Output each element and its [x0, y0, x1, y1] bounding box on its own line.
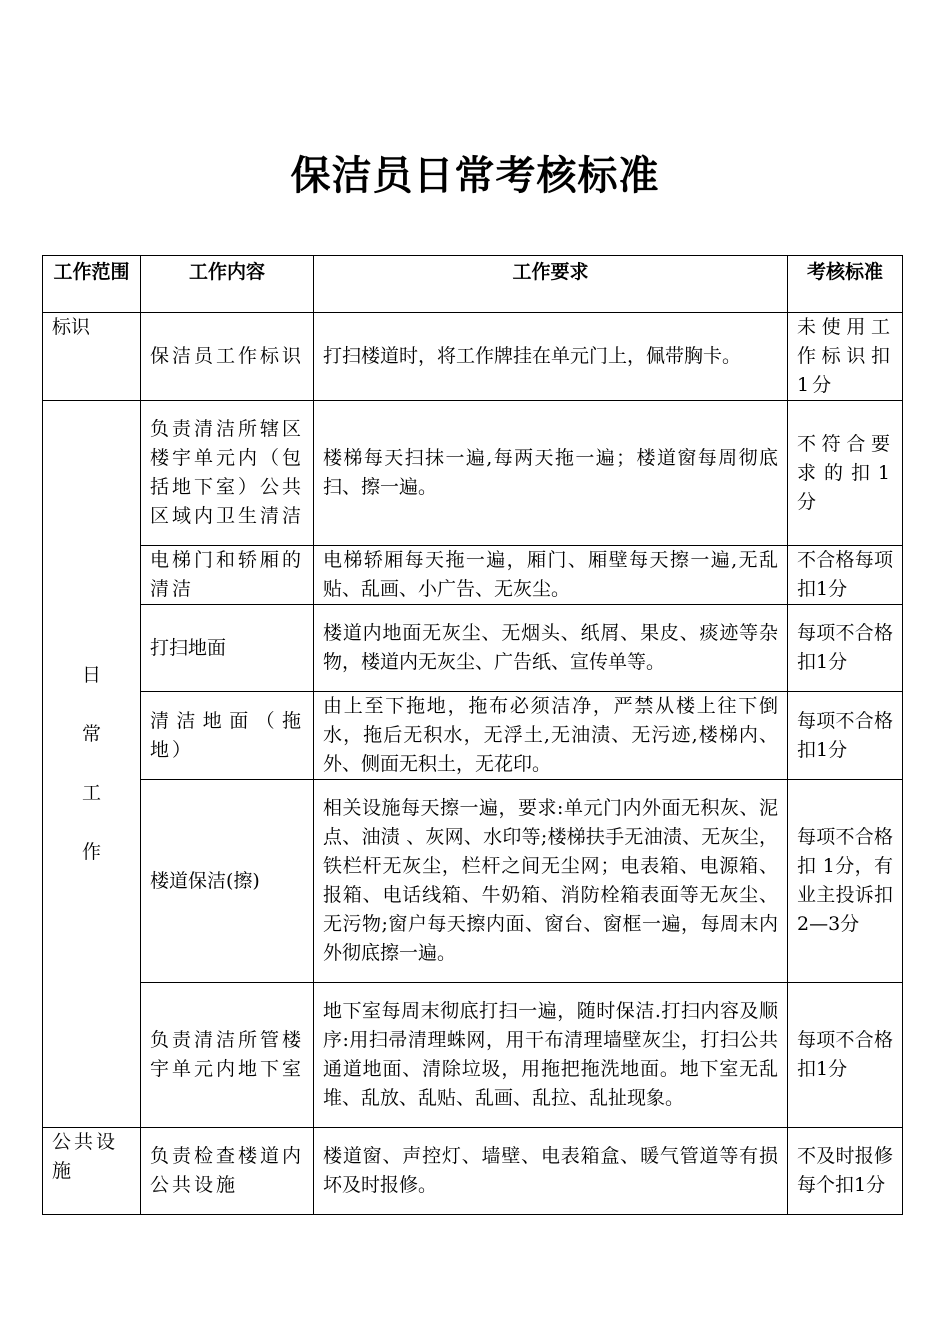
assessment-table [42, 255, 903, 1215]
content-cell: 清洁地面（拖地） [141, 692, 314, 780]
content-cell: 负责检查楼道内公共设施 [141, 1128, 314, 1215]
standard-cell: 每项不合格扣1分 [788, 692, 903, 780]
table-row [43, 546, 903, 605]
requirement-cell: 电梯轿厢每天拖一遍，厢门、厢壁每天擦一遍,无乱贴、乱画、小广告、无灰尘。 [314, 546, 788, 605]
requirement-cell: 打扫楼道时，将工作牌挂在单元门上，佩带胸卡。 [314, 313, 788, 401]
content-cell: 楼道保洁(擦) [141, 780, 314, 983]
table-row [43, 1128, 903, 1215]
standard-cell: 未使用工作标识扣1分 [788, 313, 903, 401]
requirement-cell: 由上至下拖地，拖布必须洁净，严禁从楼上往下倒水，拖后无积水，无浮土,无油渍、无污迹,楼梯内、外、侧面无积土，无花印。 [314, 692, 788, 780]
header-standard: 考核标准 [788, 256, 903, 313]
standard-cell: 不及时报修每个扣1分 [788, 1128, 903, 1215]
content-cell: 负责清洁所管楼宇单元内地下室 [141, 983, 314, 1128]
content-cell: 打扫地面 [141, 605, 314, 692]
scope-cell: 标识 [43, 313, 141, 401]
scope-char: 常 [81, 723, 101, 745]
content-cell: 电梯门和轿厢的清洁 [141, 546, 314, 605]
content-cell: 保洁员工作标识 [141, 313, 314, 401]
table-row [43, 692, 903, 780]
standard-cell: 每项不合格扣1分 [788, 605, 903, 692]
header-requirement: 工作要求 [314, 256, 788, 313]
scope-cell: 公共设施 [43, 1128, 141, 1215]
requirement-cell: 相关设施每天擦一遍，要求:单元门内外面无积灰、泥点、油渍 、灰网、水印等;楼梯扶手无油渍、无灰尘，铁栏杆无灰尘，栏杆之间无尘网；电表箱、电源箱、报箱、电话线箱、牛奶箱、消防栓箱表面等无灰尘、无污物;窗户每天擦内面、窗台、窗框一遍，每周末内外彻底擦一遍。 [314, 780, 788, 983]
requirement-cell: 楼道内地面无灰尘、无烟头、纸屑、果皮、痰迹等杂物，楼道内无灰尘、广告纸、宣传单等。 [314, 605, 788, 692]
table-header-row [43, 256, 903, 313]
scope-char: 日 [81, 664, 101, 686]
standard-cell: 不符合要求的扣1分 [788, 401, 903, 546]
requirement-cell: 地下室每周末彻底打扫一遍，随时保洁.打扫内容及顺序:用扫帚清理蛛网，用干布清理墙壁灰尘，打扫公共通道地面、清除垃圾，用拖把拖洗地面。地下室无乱堆、乱放、乱贴、乱画、乱拉、乱扯现象。 [314, 983, 788, 1128]
table-row [43, 401, 903, 546]
header-scope: 工作范围 [43, 256, 141, 313]
standard-cell: 每项不合格 扣 1分，有业主投诉扣2—3分 [788, 780, 903, 983]
scope-cell-daily-work [43, 401, 141, 1128]
scope-char: 作 [81, 841, 101, 863]
standard-cell: 每项不合格扣1分 [788, 983, 903, 1128]
requirement-cell: 楼道窗、声控灯、墙壁、电表箱盒、暖气管道等有损坏及时报修。 [314, 1128, 788, 1215]
page-title: 保洁员日常考核标准 [290, 153, 660, 199]
table-row [43, 605, 903, 692]
header-content: 工作内容 [141, 256, 314, 313]
content-cell: 负责清洁所辖区楼宇单元内（包括地下室）公共区域内卫生清洁 [141, 401, 314, 546]
scope-char: 工 [81, 782, 101, 804]
table-row [43, 983, 903, 1128]
table-row [43, 313, 903, 401]
requirement-cell: 楼梯每天扫抹一遍,每两天拖一遍；楼道窗每周彻底扫、擦一遍。 [314, 401, 788, 546]
standard-cell: 不合格每项扣1分 [788, 546, 903, 605]
table-row [43, 780, 903, 983]
